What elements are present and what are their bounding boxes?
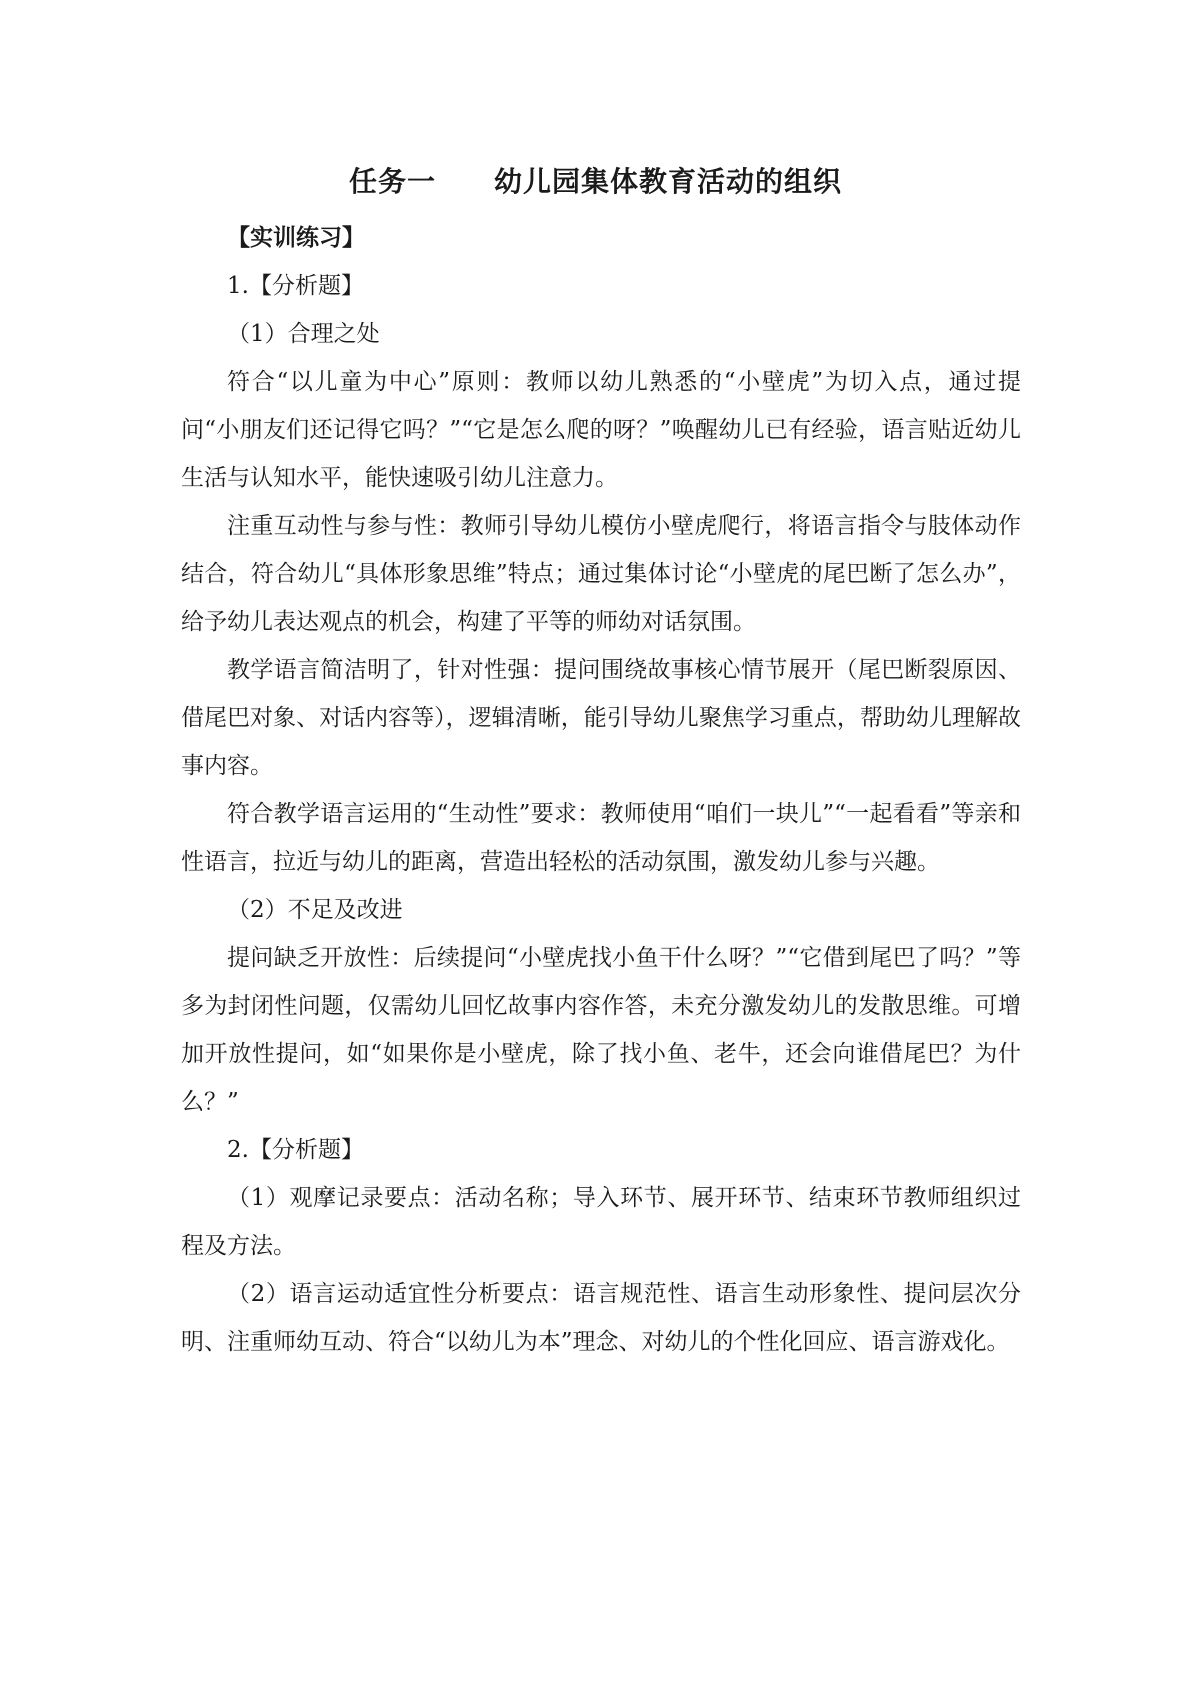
paragraph: 提问缺乏开放性：后续提问“小壁虎找小鱼干什么呀？”“它借到尾巴了吗？”等多为封闭性问题，仅需幼儿回忆故事内容作答，未充分激发幼儿的发散思维。可增加开放性提问，如“如果你是小壁虎，除了找小鱼、老牛，还会向谁借尾巴？为什么？” (181, 945, 1021, 1115)
question-2-heading: 2.【分析题】 (227, 1137, 364, 1163)
paragraph: （2）语言运动适宜性分析要点：语言规范性、语言生动形象性、提问层次分明、注重师幼互动、符合“以幼儿为本”理念、对幼儿的个性化回应、语言游戏化。 (181, 1281, 1021, 1355)
paragraph: 注重互动性与参与性：教师引导幼儿模仿小壁虎爬行，将语言指令与肢体动作结合，符合幼儿“具体形象思维”特点；通过集体讨论“小壁虎的尾巴断了怎么办”，给予幼儿表达观点的机会，构建了平等的师幼对话氛围。 (181, 513, 1021, 635)
question-1-part-2-heading: （2）不足及改进 (227, 897, 403, 923)
paragraph: 教学语言简洁明了，针对性强：提问围绕故事核心情节展开（尾巴断裂原因、借尾巴对象、对话内容等），逻辑清晰，能引导幼儿聚焦学习重点，帮助幼儿理解故事内容。 (181, 657, 1021, 779)
document-body (181, 214, 1021, 1366)
page-title: 任务一 幼儿园集体教育活动的组织 (348, 165, 842, 198)
section-heading: 【实训练习】 (227, 225, 365, 251)
paragraph: 符合“以儿童为中心”原则：教师以幼儿熟悉的“小壁虎”为切入点，通过提问“小朋友们还记得它吗？”“它是怎么爬的呀？”唤醒幼儿已有经验，语言贴近幼儿生活与认知水平，能快速吸引幼儿注意力。 (181, 369, 1021, 491)
paragraph: 符合教学语言运用的“生动性”要求：教师使用“咱们一块儿”“一起看看”等亲和性语言，拉近与幼儿的距离，营造出轻松的活动氛围，激发幼儿参与兴趣。 (181, 801, 1021, 875)
paragraph: （1）观摩记录要点：活动名称；导入环节、展开环节、结束环节教师组织过程及方法。 (181, 1185, 1021, 1259)
question-1-heading: 1.【分析题】 (227, 273, 364, 299)
question-1-part-1-heading: （1）合理之处 (227, 321, 380, 347)
